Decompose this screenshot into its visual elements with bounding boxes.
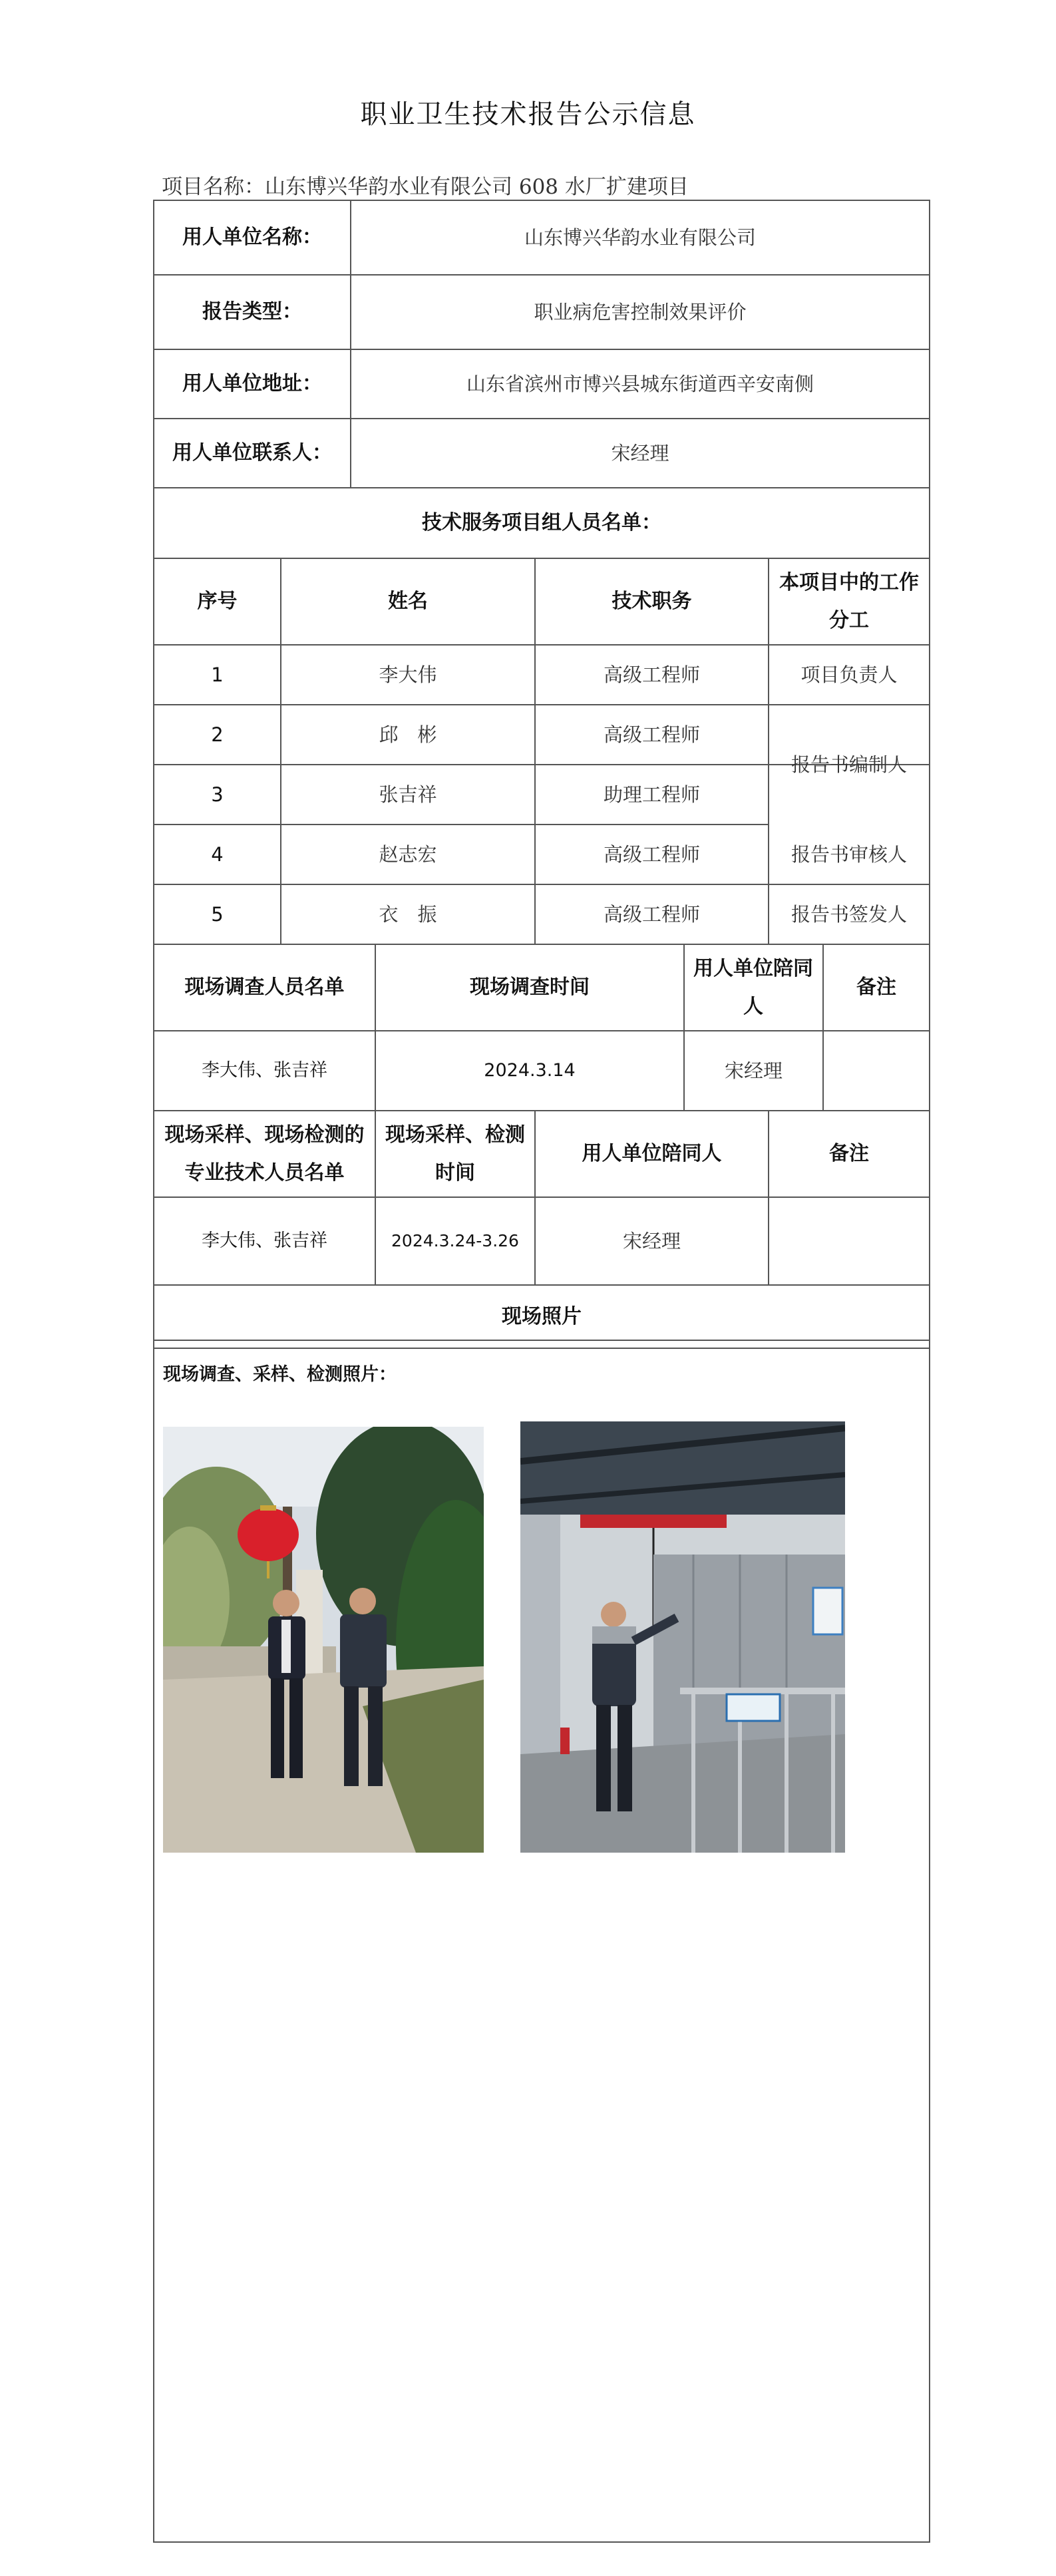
team-row-role: 报告书审核人	[791, 842, 907, 866]
team-row-name: 张吉祥	[379, 783, 437, 806]
sampling-note	[769, 1198, 929, 1284]
page-title: 职业卫生技术报告公示信息	[360, 99, 696, 130]
survey-col-note: 备注	[856, 976, 896, 999]
team-col-title: 技术职务	[612, 590, 692, 613]
team-row-no: 3	[211, 783, 224, 806]
address-label: 用人单位地址：	[182, 372, 322, 395]
team-col-role: 本项目中的工作分工	[779, 571, 919, 632]
team-row-role: 报告书签发人	[791, 902, 907, 926]
address-value: 山东省滨州市博兴县城东街道西辛安南侧	[466, 372, 814, 395]
team-row-name: 赵志宏	[379, 842, 437, 866]
team-col-name: 姓名	[388, 590, 428, 613]
team-row-no: 1	[211, 663, 224, 686]
team-row-no: 2	[211, 723, 224, 746]
team-row-no: 4	[211, 842, 224, 866]
survey-col-staff: 现场调查人员名单	[184, 976, 345, 999]
photos-caption: 现场调查、采样、检测照片：	[163, 1364, 397, 1385]
unit-name-value: 山东博兴华韵水业有限公司	[524, 226, 756, 249]
survey-staff: 李大伟、张吉祥	[202, 1060, 327, 1081]
project-name: 项目名称：山东博兴华韵水业有限公司 608 水厂扩建项目	[162, 175, 689, 199]
sampling-staff: 李大伟、张吉祥	[202, 1230, 327, 1252]
team-row-name: 衣 振	[379, 902, 437, 926]
contact-label: 用人单位联系人：	[172, 441, 332, 464]
team-row-title: 助理工程师	[603, 783, 700, 806]
team-row-title: 高级工程师	[603, 842, 700, 866]
sampling-escort: 宋经理	[622, 1229, 681, 1252]
team-row-no: 5	[211, 902, 224, 926]
sampling-col-note: 备注	[829, 1142, 869, 1165]
team-col-no: 序号	[197, 590, 238, 613]
contact-value: 宋经理	[611, 441, 669, 464]
sampling-col-staff: 现场采样、现场检测的专业技术人员名单	[164, 1123, 365, 1185]
unit-name-label: 用人单位名称：	[182, 226, 322, 249]
team-row-role-merged: 报告书编制人	[791, 753, 907, 776]
team-row-name: 李大伟	[379, 663, 437, 686]
sampling-col-time: 现场采样、检测时间	[385, 1123, 525, 1185]
team-row-title: 高级工程师	[603, 723, 700, 746]
photos-heading: 现场照片	[502, 1304, 582, 1328]
survey-time: 2024.3.14	[484, 1060, 576, 1081]
on-site-detection-photo	[520, 1421, 845, 1853]
team-heading: 技术服务项目组人员名单：	[422, 511, 661, 534]
team-row-name: 邱 彬	[379, 723, 437, 746]
survey-col-time: 现场调查时间	[470, 976, 590, 999]
site-survey-photo	[163, 1427, 484, 1853]
team-row-title: 高级工程师	[603, 902, 700, 926]
survey-escort: 宋经理	[724, 1059, 783, 1082]
survey-col-escort: 用人单位陪同人	[693, 957, 813, 1018]
sampling-time: 2024.3.24-3.26	[391, 1231, 519, 1250]
team-row-role: 项目负责人	[800, 663, 898, 686]
survey-note	[824, 1031, 929, 1110]
team-row-title: 高级工程师	[603, 663, 700, 686]
sampling-col-escort: 用人单位陪同人	[582, 1142, 722, 1165]
report-type-label: 报告类型：	[202, 300, 302, 323]
report-type-value: 职业病危害控制效果评价	[534, 300, 747, 323]
